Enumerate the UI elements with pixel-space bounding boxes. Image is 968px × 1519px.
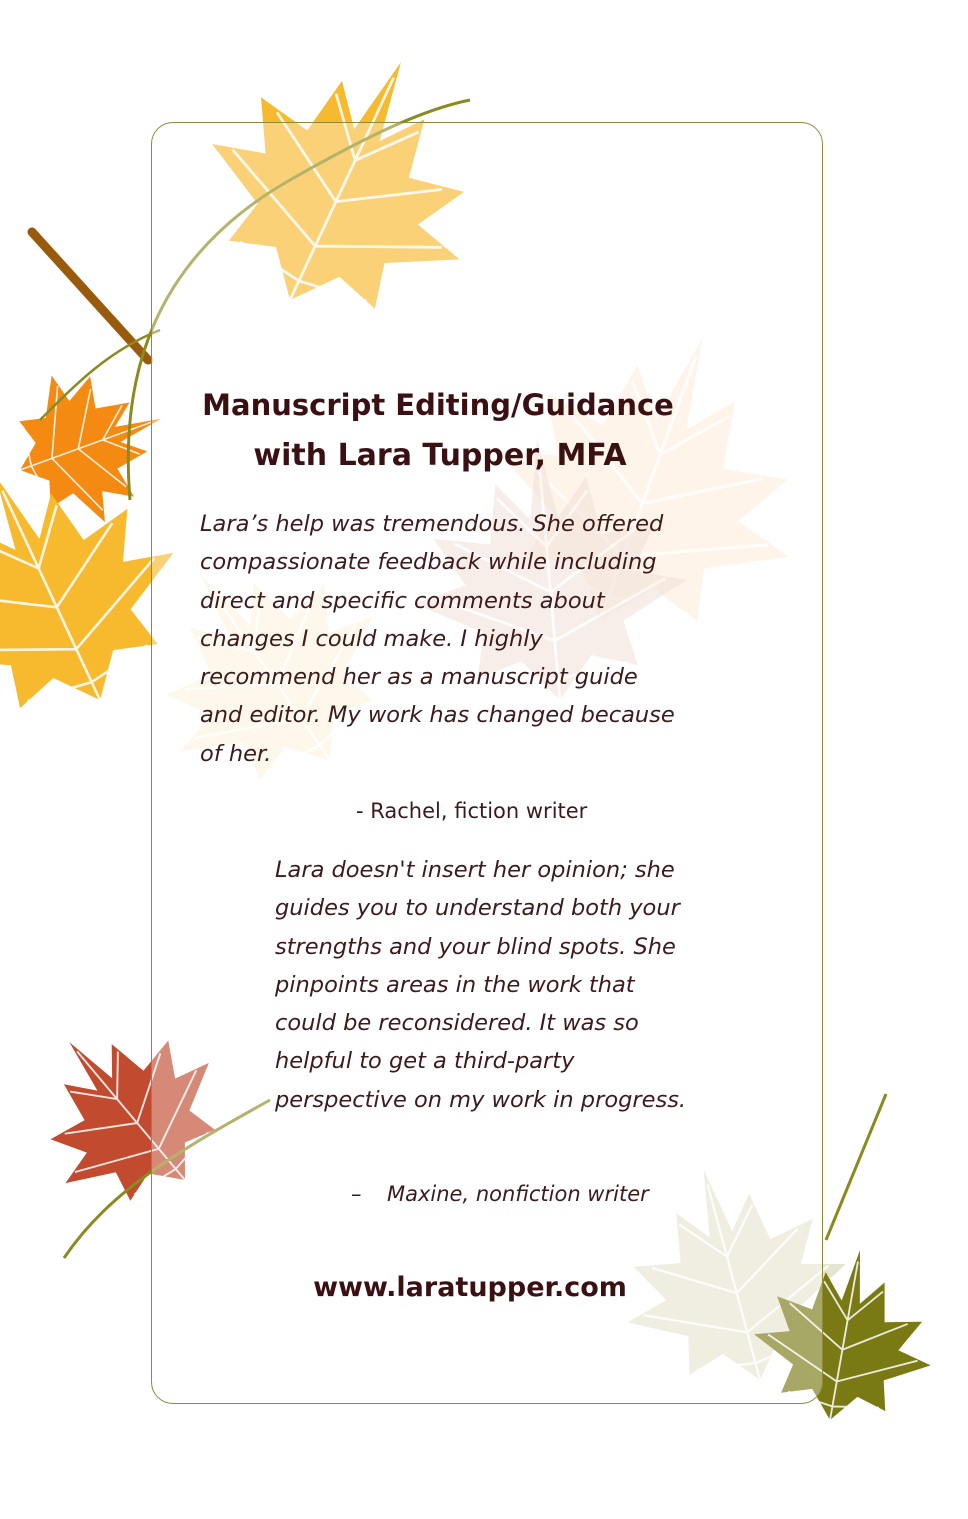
attribution-name: Maxine, nonfiction writer <box>387 1182 649 1206</box>
testimonial-quote-1: Lara’s help was tremendous. She offered compassionate feedback while including direct and specific comments about changes I could make. I highly recommend her as a manuscript guide and editor. My work has changed because of her. <box>200 511 675 767</box>
testimonial-attribution-2 <box>351 1182 649 1206</box>
attribution-dash: – <box>351 1182 362 1206</box>
page-title: Manuscript Editing/Guidance <box>202 388 674 422</box>
testimonial-quote-2: Lara doesn't insert her opinion; she guides you to understand both your strengths and your blind spots. She pinpoints areas in the work that could be reconsidered. It was so helpful to get a third-party perspective on my work in progress. <box>275 857 687 1113</box>
website-link[interactable]: www.laratupper.com <box>313 1272 627 1303</box>
testimonial-attribution-1: - Rachel, fiction writer <box>356 799 588 823</box>
page-subtitle: with Lara Tupper, MFA <box>253 438 627 473</box>
